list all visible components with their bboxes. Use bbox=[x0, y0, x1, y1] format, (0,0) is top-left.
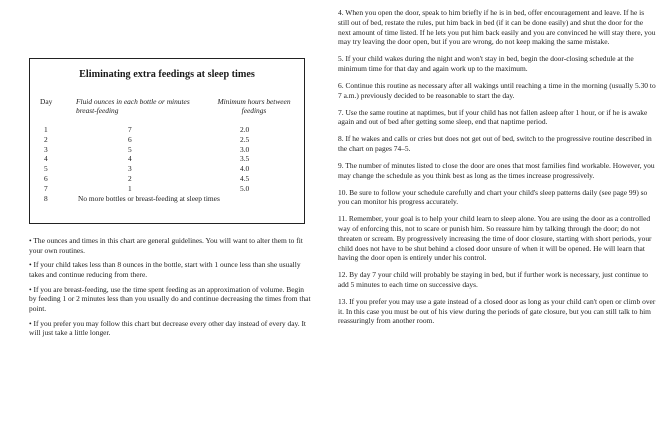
cell-fluid: 2 bbox=[128, 173, 132, 183]
cell-hours: 3.0 bbox=[240, 144, 250, 154]
cell-day: 1 bbox=[44, 125, 48, 134]
table-row bbox=[30, 125, 304, 135]
cell-day: 8 bbox=[44, 193, 48, 203]
instruction-paragraph: 13. If you prefer you may use a gate instead of a closed door as long as your child can't open or climb over it. In this case you must be out of his view during the periods of gate closure, but you can still talk to him reassuringly from another room. bbox=[338, 296, 656, 326]
header-hours: Minimum hours between feedings bbox=[217, 97, 291, 115]
cell-fluid: 6 bbox=[128, 134, 132, 144]
cell-day: 5 bbox=[44, 164, 48, 174]
note-item: • If your child takes less than 8 ounces in the bottle, start with 1 ounce less than she usually takes and continue reducing from there. bbox=[29, 260, 301, 279]
table-row bbox=[30, 164, 304, 174]
header-day: Day bbox=[40, 97, 53, 106]
cell-fluid: 5 bbox=[128, 144, 132, 154]
cell-fluid: 4 bbox=[128, 154, 132, 164]
table-row-final bbox=[30, 194, 304, 204]
table-row bbox=[30, 174, 304, 184]
table-title: Eliminating extra feedings at sleep times bbox=[79, 69, 255, 80]
instruction-paragraph: 6. Continue this routine as necessary after all wakings until reaching a time in the morning (usually 5.30 to 7 a.m.) previously decided to be reasonable to start the day. bbox=[338, 80, 656, 100]
header-fluid: Fluid ounces in each bottle or minutes breast-feeding bbox=[76, 97, 190, 115]
cell-hours: 2.5 bbox=[240, 134, 250, 144]
table-row bbox=[30, 145, 304, 155]
instruction-paragraph: 5. If your child wakes during the night and won't stay in bed, begin the door-closing schedule at the minimum time for that day and again work up to the maximum. bbox=[338, 54, 634, 73]
cell-hours: 5.0 bbox=[240, 183, 250, 193]
instruction-paragraph: 11. Remember, your goal is to help your child learn to sleep alone. You are using the door as a controlled way of enforcing this, not to scare or punish him. So reassure him by talking through the door; do not threaten or scream. By progressively increasing the time of door closure, starting with short periods, your child does not have to be shut behind a closed door unsure of when it will be opened. He will learn that having the door open is entirely under his control. bbox=[338, 214, 652, 263]
cell-day: 6 bbox=[44, 173, 48, 183]
table-row bbox=[30, 135, 304, 145]
instruction-paragraph: 12. By day 7 your child will probably be staying in bed, but if further work is necessary, just continue to add 5 minutes to each time on successive days. bbox=[338, 270, 648, 289]
left-page bbox=[0, 0, 312, 444]
right-page bbox=[338, 8, 656, 333]
cell-hours: 2.0 bbox=[240, 125, 250, 134]
table-row bbox=[30, 184, 304, 194]
cell-day: 3 bbox=[44, 144, 48, 154]
instruction-paragraph: 7. Use the same routine at naptimes, but if your child has not fallen asleep after 1 hour, or if he is awake again and out of bed after getting some sleep, end that naptime period. bbox=[338, 107, 648, 127]
cell-fluid: 7 bbox=[128, 125, 132, 134]
table-row bbox=[30, 154, 304, 164]
cell-hours: 3.5 bbox=[240, 154, 250, 164]
feeding-table bbox=[29, 58, 305, 224]
cell-fluid: 1 bbox=[128, 183, 132, 193]
cell-final-note: No more bottles or breast-feeding at sleep times bbox=[78, 193, 220, 203]
cell-hours: 4.0 bbox=[240, 164, 250, 174]
cell-day: 7 bbox=[44, 183, 48, 193]
table-body bbox=[30, 125, 304, 203]
note-item: • If you are breast-feeding, use the time spent feeding as an approximation of volume. Begin by feeding 1 or 2 minutes less than you usually do and continue decreasing the times from that point. bbox=[29, 284, 311, 313]
cell-day: 2 bbox=[44, 134, 48, 144]
instruction-paragraph: 10. Be sure to follow your schedule carefully and chart your child's sleep patterns daily (see page 99) so you can monitor his progress accurately. bbox=[338, 187, 648, 207]
cell-fluid: 3 bbox=[128, 164, 132, 174]
cell-hours: 4.5 bbox=[240, 173, 250, 183]
note-item: • The ounces and times in this chart are general guidelines. You will want to alter them to fit your own routines. bbox=[29, 236, 303, 255]
instruction-paragraph: 8. If he wakes and calls or cries but does not get out of bed, switch to the progressive routine described in the chart on pages 74–5. bbox=[338, 134, 652, 153]
cell-day: 4 bbox=[44, 154, 48, 164]
instruction-paragraph: 9. The number of minutes listed to close the door are ones that most families find workable. However, you may change the schedule as you think best as long as the times increase progressively. bbox=[338, 160, 655, 180]
instruction-paragraph: 4. When you open the door, speak to him briefly if he is in bed, offer encouragement and leave. If he is still out of bed, restate the rules, put him back in bed (if it can be done easily) and shut the door for the next amount of time listed. If he lets you put him back easily and you are convinced he will stay there, you may try leaving the door open, but if you are wrong, do not keep making the same mistake. bbox=[338, 8, 656, 47]
note-item: • If you prefer you may follow this chart but decrease every other day instead of every day. It will just take a little longer. bbox=[29, 318, 306, 338]
table-notes bbox=[29, 236, 312, 343]
